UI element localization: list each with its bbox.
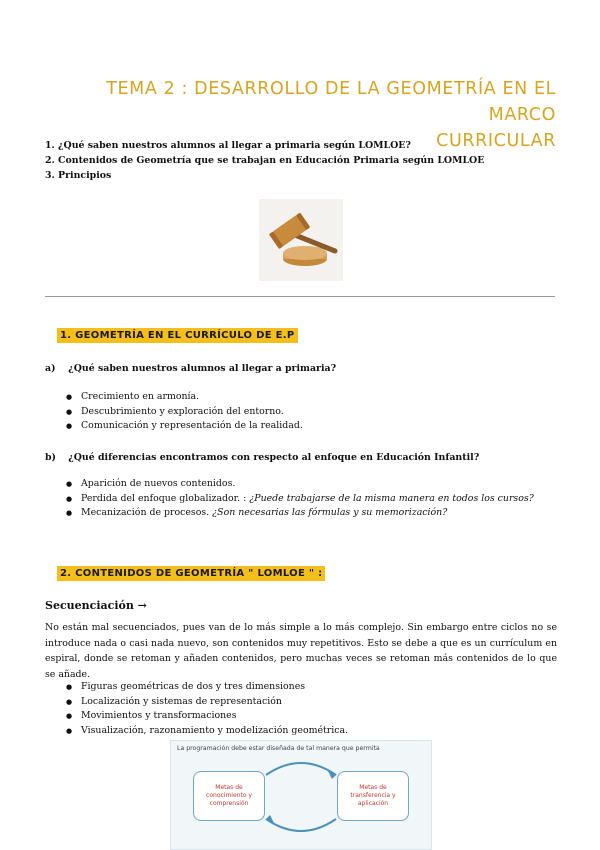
divider xyxy=(45,296,555,297)
question-text: ¿Qué diferencias encontramos con respecto al enfoque en Educación Infantil? xyxy=(68,452,480,463)
toc-item: 3. Principios xyxy=(45,170,112,181)
list-item: ● Visualización, razonamiento y modelización geométrica. xyxy=(66,724,348,739)
question-letter: b) xyxy=(45,452,56,463)
bullet-list-contents xyxy=(66,680,348,738)
bullet-list-a xyxy=(66,390,303,434)
list-item xyxy=(66,506,534,521)
toc-item: 2. Contenidos de Geometría que se trabajan en Educación Primaria según LOMLOE xyxy=(45,155,485,166)
list-item-text: Mecanización de procesos. xyxy=(81,507,213,518)
list-item-question: ¿Son necesarias las fórmulas y su memorización? xyxy=(212,507,448,518)
list-item-question: ¿Puede trabajarse de la misma manera en todos los cursos? xyxy=(249,492,534,504)
toc-item: 1. ¿Qué saben nuestros alumnos al llegar a primaria según LOMLOE? xyxy=(45,140,411,151)
list-item: ● Localización y sistemas de representación xyxy=(66,695,348,710)
list-item: ● Movimientos y transformaciones xyxy=(66,709,348,724)
list-item: ● Crecimiento en armonía. xyxy=(66,390,303,405)
list-item-text: Aparición de nuevos contenidos. xyxy=(81,478,236,489)
subheading: Secuenciación → xyxy=(45,599,147,612)
list-item: ● Comunicación y representación de la realidad. xyxy=(66,419,303,434)
table-of-contents xyxy=(45,138,484,183)
question-b xyxy=(45,451,479,465)
list-item: ● Descubrimiento y exploración del entorno. xyxy=(66,405,303,420)
title-line-2: CURRICULAR xyxy=(436,131,556,151)
right-goal-box: Metas de transferencia y aplicación xyxy=(337,771,409,821)
title-line-1: TEMA 2 : DESARROLLO DE LA GEOMETRÍA EN EL MARCO xyxy=(106,79,556,125)
paragraph: No están mal secuenciados, pues van de lo más simple a lo más complejo. Sin embargo entre ciclos no se introduce nada o casi nada nuevo, son contenidos muy repetitivos. Esto se debe a que es un currículum en espiral, donde se retoman y añaden contenidos, pero muchas veces se retoman más contenidos de lo que se añade. xyxy=(45,622,557,680)
bullet-list-b xyxy=(66,477,534,521)
list-item xyxy=(66,477,534,492)
question-a xyxy=(45,362,336,376)
question-letter: a) xyxy=(45,363,56,374)
list-item-text: Perdida del enfoque globalizador. : xyxy=(81,492,250,504)
question-text: ¿Qué saben nuestros alumnos al llegar a primaria? xyxy=(68,363,337,374)
list-item xyxy=(66,492,534,507)
left-goal-box: Metas de conocimiento y comprensión xyxy=(193,771,265,821)
cycle-diagram xyxy=(170,740,432,850)
section-2-heading: 2. CONTENIDOS DE GEOMETRÍA " LOMLOE " : xyxy=(57,566,325,581)
diagram-caption: La programación debe estar diseñada de tal manera que permita xyxy=(177,745,380,752)
gavel-image xyxy=(259,199,343,281)
section-1-heading: 1. GEOMETRÍA EN EL CURRÍCULO DE E.P xyxy=(57,328,298,343)
gavel-icon xyxy=(259,199,343,281)
list-item: ● Figuras geométricas de dos y tres dimensiones xyxy=(66,680,348,695)
